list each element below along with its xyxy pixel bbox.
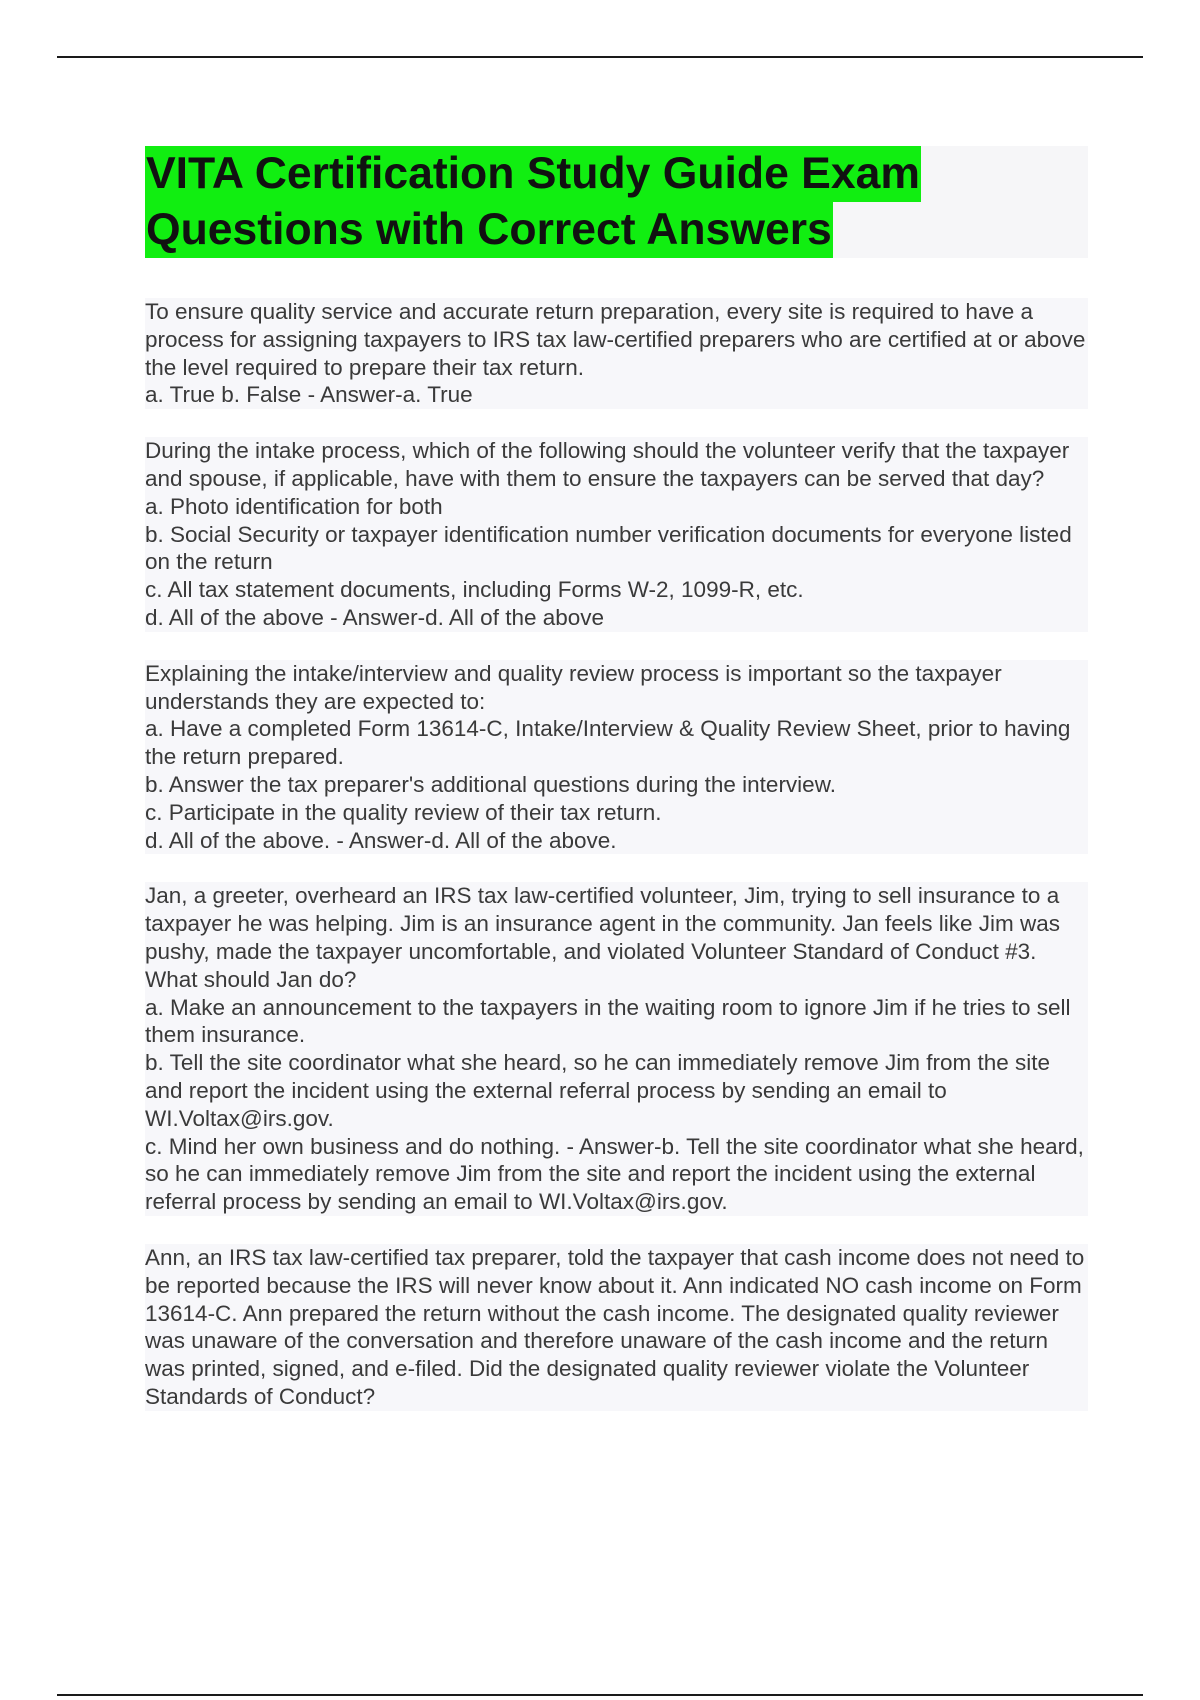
title-line-1: VITA Certification Study Guide Exam <box>145 146 921 202</box>
question-text: Jan, a greeter, overheard an IRS tax law-certified volunteer, Jim, trying to sell insurance to a taxpayer he was helping. Jim is an insurance agent in the community. Jan feels like Jim was pushy, made the taxpayer uncomfortable, and violated Volunteer Standard of Conduct #3. What should Jan do? <box>145 883 1061 992</box>
option-c: c. All tax statement documents, including Forms W-2, 1099-R, etc. <box>145 577 804 603</box>
qa-block-3 <box>145 660 1088 855</box>
qa-block-2 <box>145 437 1088 632</box>
option-b: b. Social Security or taxpayer identification number verification documents for everyone listed on the return <box>145 521 1072 575</box>
footer-rule <box>57 1694 1143 1696</box>
question-text: During the intake process, which of the following should the volunteer verify that the taxpayer and spouse, if applicable, have with them to ensure the taxpayers can be served that day? <box>145 438 1070 491</box>
document-title <box>145 146 1088 258</box>
option-a: a. Have a completed Form 13614-C, Intake/Interview & Quality Review Sheet, prior to having the return prepared. <box>145 716 1071 770</box>
option-a: a. Photo identification for both <box>145 493 443 519</box>
title-line-2: Questions with Correct Answers <box>145 202 833 258</box>
qa-block-4 <box>145 882 1088 1216</box>
qa-block-1 <box>145 298 1088 409</box>
document-body <box>145 146 1088 1439</box>
question-text: Explaining the intake/interview and quality review process is important so the taxpayer understands they are expected to: <box>145 660 1002 714</box>
option-c-answer: c. Mind her own business and do nothing. - Answer-b. Tell the site coordinator what she heard, so he can immediately remove Jim from the site and report the incident using the external referral process by sending an email to WI.Voltax@irs.gov. <box>145 1133 1084 1215</box>
option-b: b. Tell the site coordinator what she heard, so he can immediately remove Jim from the site and report the incident using the external referral process by sending an email to WI.Voltax@irs.gov. <box>145 1050 1051 1131</box>
option-d-answer: d. All of the above. - Answer-d. All of the above. <box>145 827 617 853</box>
qa-block-5 <box>145 1244 1088 1411</box>
document-title-block <box>145 146 1088 258</box>
option-b: b. Answer the tax preparer's additional questions during the interview. <box>145 771 836 797</box>
answer-text: a. True b. False - Answer-a. True <box>145 382 473 408</box>
option-d-answer: d. All of the above - Answer-d. All of the above <box>145 604 605 630</box>
option-c: c. Participate in the quality review of their tax return. <box>145 799 662 825</box>
option-a: a. Make an announcement to the taxpayers in the waiting room to ignore Jim if he tries to sell them insurance. <box>145 994 1071 1048</box>
question-text: To ensure quality service and accurate return preparation, every site is required to have a process for assigning taxpayers to IRS tax law-certified preparers who are certified at or above the level required to prepare their tax return. <box>145 299 1086 380</box>
question-text: Ann, an IRS tax law-certified tax preparer, told the taxpayer that cash income does not need to be reported because the IRS will never know about it. Ann indicated NO cash income on Form 13614-C. Ann prepared the return without the cash income. The designated quality reviewer was unaware of the conversation and therefore unaware of the cash income and the return was printed, signed, and e-filed. Did the designated quality reviewer violate the Volunteer Standards of Conduct? <box>145 1244 1085 1409</box>
header-rule <box>57 56 1143 58</box>
